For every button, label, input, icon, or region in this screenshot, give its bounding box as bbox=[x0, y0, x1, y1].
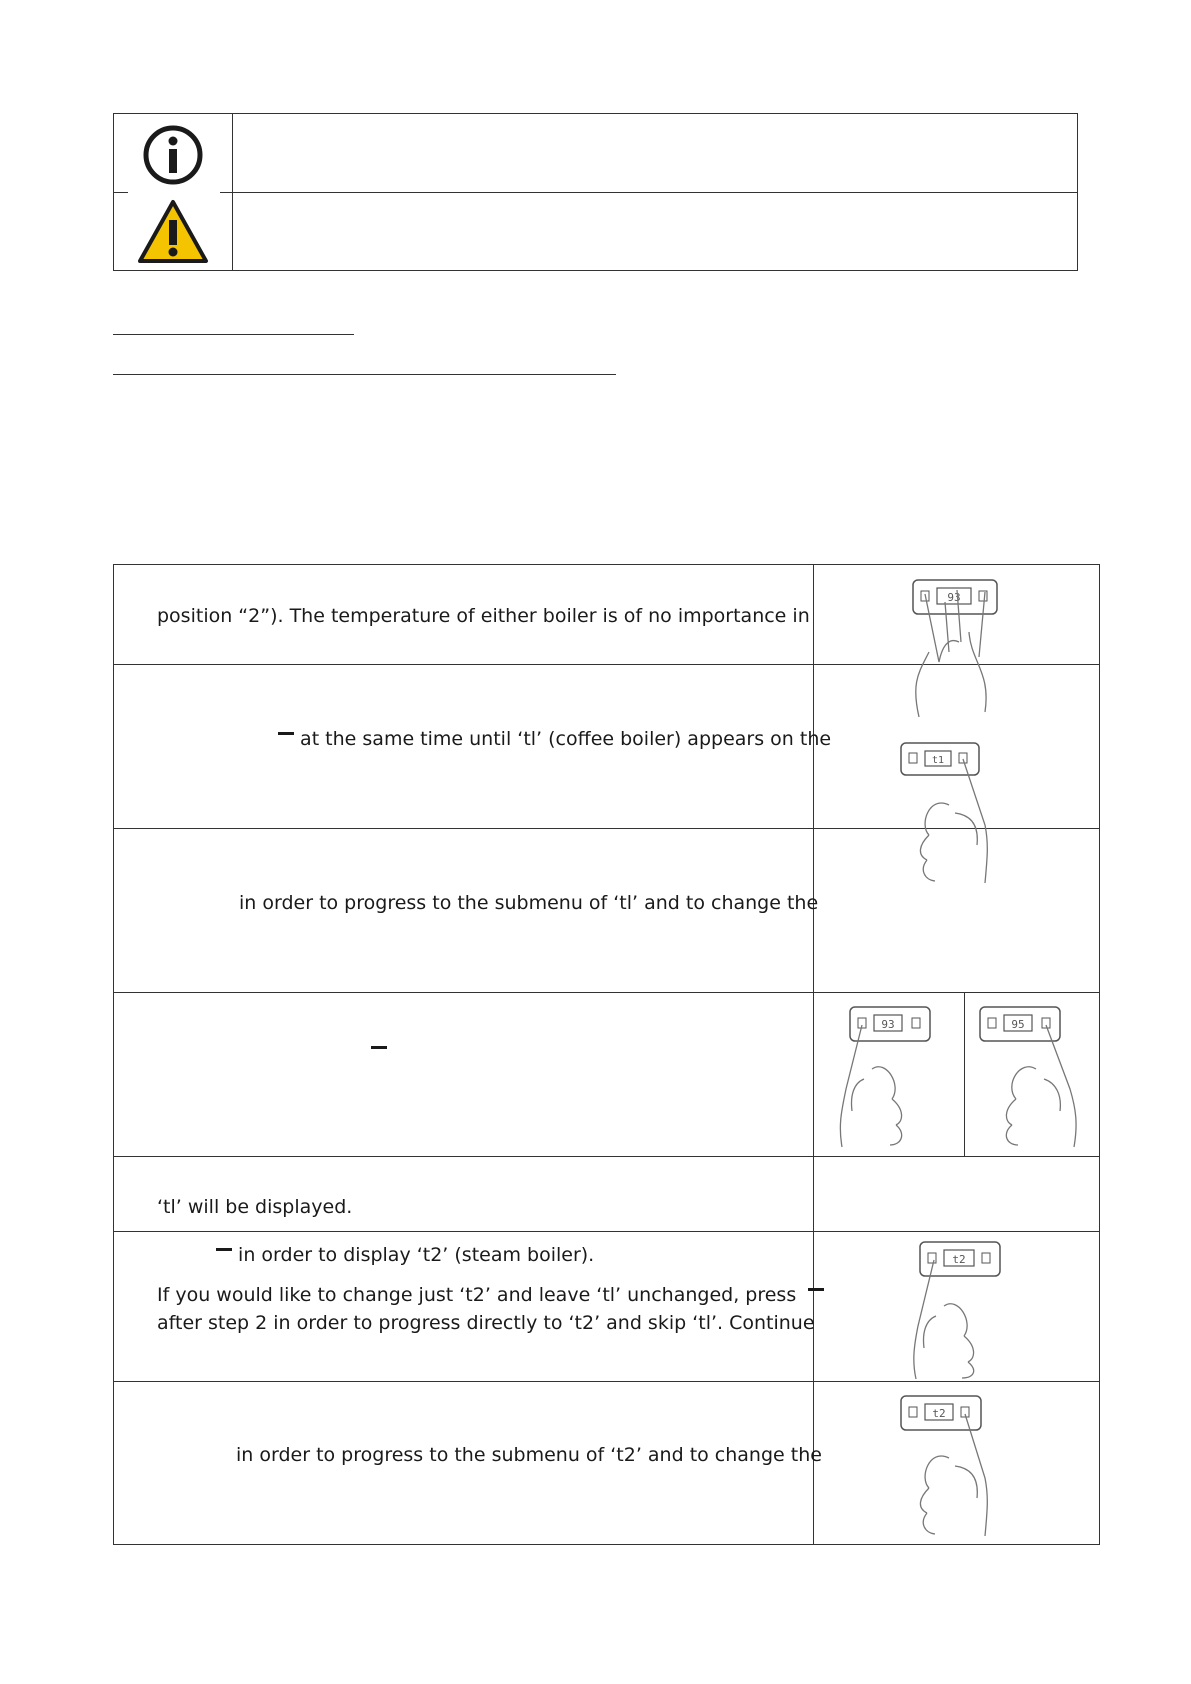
step-3-text: in order to progress to the submenu of ‘tl’ and to change the bbox=[239, 892, 819, 914]
left-button-press-illustration bbox=[904, 1236, 1014, 1381]
step-6-line: in order to display ‘t2’ (steam boiler). bbox=[238, 1244, 595, 1266]
display-readout: 93 bbox=[881, 1018, 895, 1031]
right-button-press-illustration bbox=[974, 999, 1094, 1149]
display-readout: t2 bbox=[932, 1407, 946, 1420]
step-5-text: ‘tl’ will be displayed. bbox=[157, 1196, 353, 1218]
minus-key-icon bbox=[216, 1248, 232, 1251]
section-heading-underline bbox=[113, 334, 354, 335]
column-divider bbox=[813, 565, 814, 1544]
notice-row-divider bbox=[233, 192, 1077, 193]
warning-icon bbox=[137, 199, 209, 265]
notice-divider-stub bbox=[220, 192, 233, 193]
step-6-note-line-2: after step 2 in order to progress directly to ‘t2’ and skip ‘tl’. Continue bbox=[157, 1312, 815, 1334]
step-1-text: position “2”). The temperature of either boiler is of no importance in bbox=[157, 605, 810, 627]
right-button-press-illustration bbox=[889, 1388, 999, 1538]
step-4-minus bbox=[371, 1039, 387, 1067]
minus-key-icon bbox=[278, 732, 294, 735]
minus-key-icon bbox=[371, 1046, 387, 1049]
step-6-note-line-1 bbox=[157, 1281, 824, 1309]
right-button-press-illustration bbox=[889, 735, 999, 885]
display-readout: 93 bbox=[947, 591, 961, 604]
display-readout: 95 bbox=[1011, 1018, 1025, 1031]
display-readout: t1 bbox=[931, 755, 945, 766]
left-button-press-illustration bbox=[826, 999, 946, 1149]
display-readout: t2 bbox=[952, 1253, 966, 1266]
step-2-line: at the same time until ‘tl’ (coffee boiler) appears on the bbox=[300, 728, 832, 750]
section-subheading-underline bbox=[113, 374, 616, 375]
step-6-text bbox=[216, 1241, 594, 1269]
row-divider bbox=[114, 1381, 1099, 1382]
row-divider bbox=[114, 992, 1099, 993]
image-sub-divider bbox=[964, 992, 965, 1156]
minus-key-icon bbox=[808, 1288, 824, 1291]
row-divider bbox=[114, 1156, 1099, 1157]
two-finger-press-illustration bbox=[899, 572, 1009, 722]
notice-table bbox=[113, 113, 1078, 271]
step-6-note-text: If you would like to change just ‘t2’ and leave ‘tl’ unchanged, press bbox=[157, 1284, 797, 1306]
step-7-text: in order to progress to the submenu of ‘t2’ and to change the bbox=[236, 1444, 822, 1466]
notice-divider-stub bbox=[114, 192, 128, 193]
step-2-text bbox=[278, 725, 831, 753]
steps-table bbox=[113, 564, 1100, 1545]
row-divider bbox=[114, 1231, 1099, 1232]
info-icon bbox=[142, 124, 204, 186]
